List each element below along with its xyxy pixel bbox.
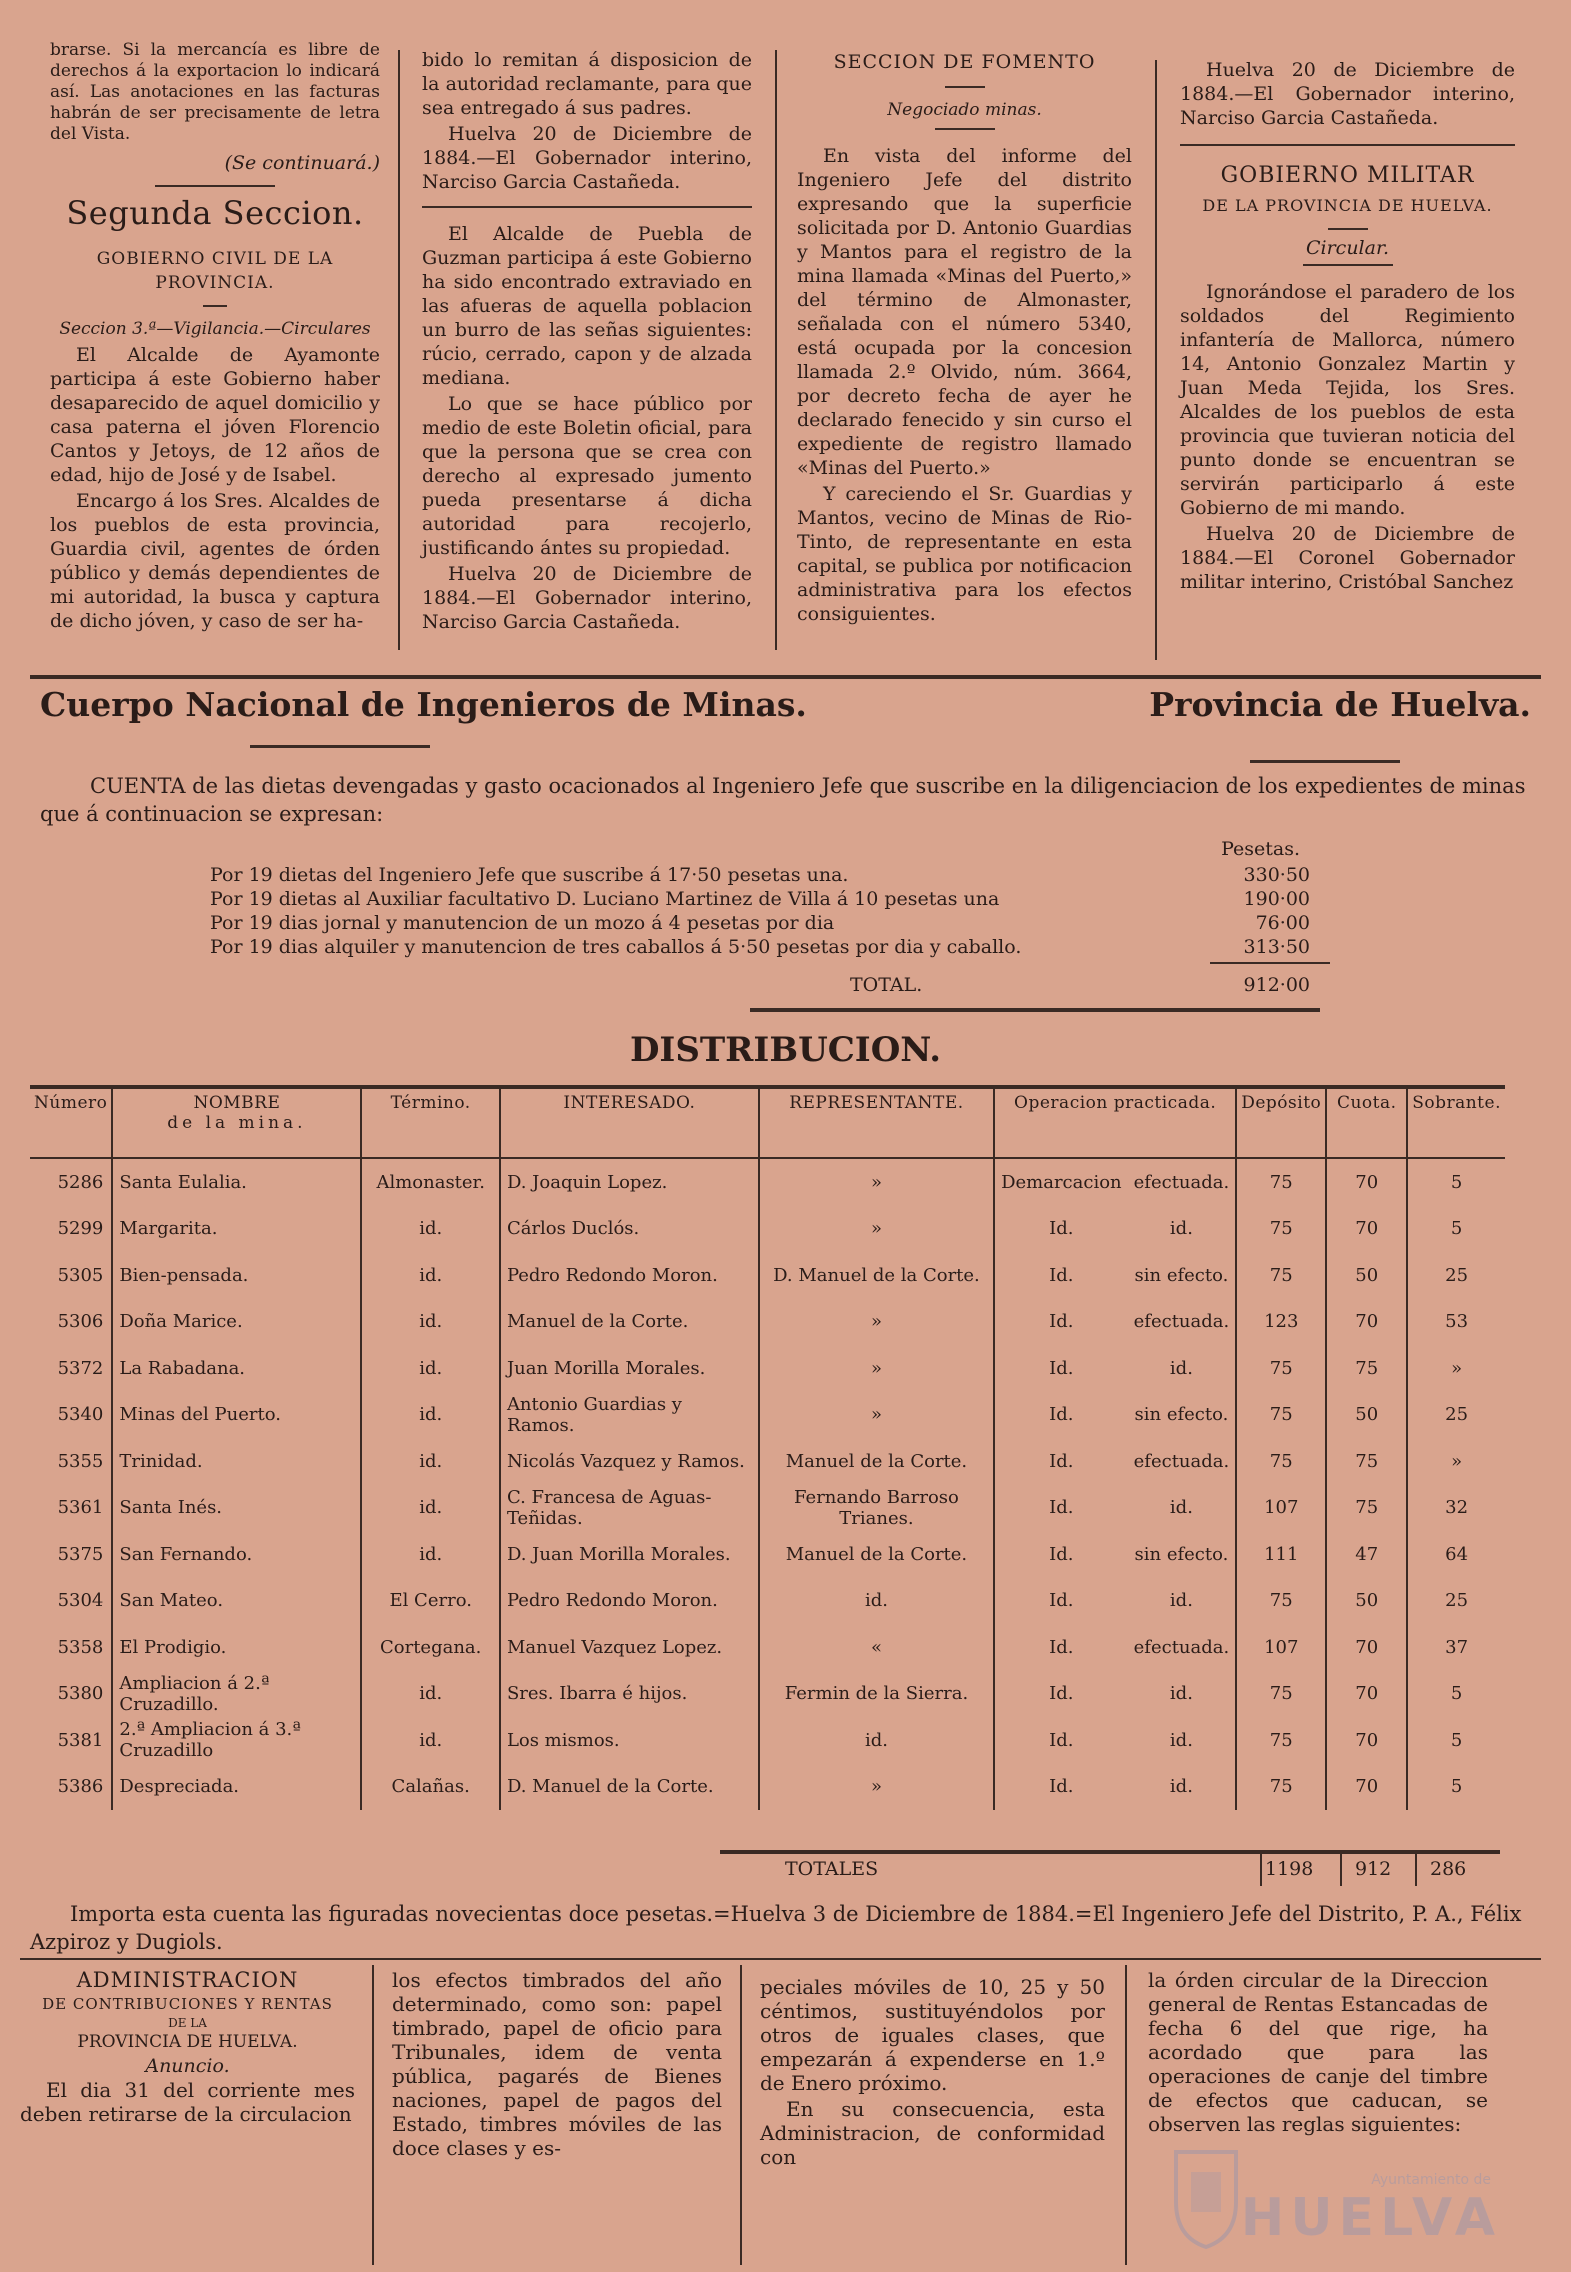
bottom-paragraph: peciales móviles de 10, 25 y 50 céntimos, sustituyéndolos por otros de iguales clases, que empezarán á expenderse en 1.º de Enero próximo. (760, 1975, 1105, 2095)
cell-representante: id. (759, 1717, 994, 1764)
column-3 (797, 50, 1132, 628)
table-row (30, 1299, 1505, 1346)
col2-signature: Huelva 20 de Diciembre de 1884.—El Gobernador interino, Narciso Garcia Castañeda. (422, 123, 752, 193)
cuenta-item-desc: Por 19 dietas del Ingeniero Jefe que suscribe á 17·50 pesetas una. (210, 864, 849, 886)
circular-subhead: Circular. (1305, 237, 1389, 259)
rule (422, 206, 752, 208)
cell-nombre: 2.ª Ampliacion á 3.ª Cruzadillo (112, 1717, 361, 1764)
cuenta-item-value: 330·50 (1243, 864, 1310, 886)
bottom-column-1 (20, 1968, 355, 2128)
cuerpo-nacional-title: Cuerpo Nacional de Ingenieros de Minas. (40, 685, 807, 724)
cell-deposito: 75 (1236, 1158, 1326, 1206)
column-divider (398, 50, 400, 650)
cell-sobrante: 5 (1407, 1671, 1505, 1718)
column-1 (50, 40, 380, 635)
cell-numero: 5299 (57, 1218, 104, 1240)
cell-representante: » (759, 1764, 994, 1811)
cuenta-item-row (210, 912, 1310, 936)
cell-operacion-estado: sin efecto. (1134, 1264, 1229, 1286)
cell-operacion-estado: id. (1169, 1357, 1193, 1379)
cell-operacion-estado: efectuada. (1133, 1171, 1230, 1193)
column-divider (740, 1965, 742, 2265)
table-row (30, 1392, 1505, 1439)
importa-paragraph: Importa esta cuenta las figuradas novecientas doce pesetas.=Huelva 3 de Diciembre de 1884.=El Ingeniero Jefe del Distrito, P. A., Félix Azpiroz y Dugiols. (30, 1902, 1522, 1954)
cell-representante: » (759, 1392, 994, 1439)
cell-numero: 5380 (57, 1683, 104, 1705)
col1-paragraph: brarse. Si la mercancía es libre de derechos á la exportacion lo indicará así. Las anotaciones en las facturas habrán de ser precisamente de letra del Vista. (50, 40, 380, 144)
header-nombre (112, 1087, 361, 1158)
cuenta-total-value: 912·00 (1243, 974, 1310, 996)
gobierno-civil-heading: GOBIERNO CIVIL DE LA PROVINCIA. (96, 249, 334, 293)
cuenta-intro (40, 772, 1531, 828)
cell-operacion-estado: efectuada. (1133, 1450, 1230, 1472)
cuenta-item-desc: Por 19 dietas al Auxiliar facultativo D. Luciano Martinez de Villa á 10 pesetas una (210, 888, 1000, 910)
column-2 (422, 48, 752, 636)
cell-cuota: 50 (1326, 1578, 1407, 1625)
shield-icon (1171, 2142, 1241, 2252)
table-row (30, 1345, 1505, 1392)
cell-nombre: Ampliacion á 2.ª Cruzadillo. (112, 1671, 361, 1718)
cell-nombre: Trinidad. (112, 1438, 361, 1485)
ornament-rule (1250, 760, 1400, 763)
header-sobrante: Sobrante. (1407, 1087, 1505, 1158)
cell-representante: id. (759, 1578, 994, 1625)
cell-nombre: Doña Marice. (112, 1299, 361, 1346)
totales-label: TOTALES (785, 1858, 879, 1880)
cell-interesado: Manuel de la Corte. (500, 1299, 759, 1346)
cell-operacion-estado: id. (1169, 1729, 1193, 1751)
cell-nombre: Santa Inés. (112, 1485, 361, 1532)
col1-paragraph: Encargo á los Sres. Alcaldes de los pueblos de esta provincia, Guardia civil, agentes de órden público y demás dependientes de mi autoridad, la busca y captura de dicho jóven, y caso de ser ha- (50, 490, 380, 632)
cell-termino: Cortegana. (361, 1624, 499, 1671)
col2-paragraph: El Alcalde de Puebla de Guzman participa á este Gobierno ha sido encontrado extraviado en las afueras de aquella poblacion un burro de las señas siguientes: rúcio, cerrado, capon y de alzada mediana. (422, 223, 752, 389)
rule (1180, 144, 1515, 146)
column-4 (1180, 58, 1515, 596)
cell-termino: Almonaster. (361, 1158, 499, 1206)
cell-sobrante: » (1407, 1345, 1505, 1392)
rule (1303, 264, 1393, 266)
cell-sobrante: 32 (1407, 1485, 1505, 1532)
table-row (30, 1531, 1505, 1578)
pesetas-header: Pesetas. (1221, 838, 1300, 860)
rule (155, 185, 275, 187)
continuara-note: (Se continuará.) (224, 152, 380, 174)
cuenta-item-value: 190·00 (1243, 888, 1310, 910)
col2-signature: Huelva 20 de Diciembre de 1884.—El Gobernador interino, Narciso Garcia Castañeda. (422, 563, 752, 633)
ornament-rule (250, 745, 430, 748)
column-divider (775, 50, 777, 650)
cell-termino: id. (361, 1717, 499, 1764)
cell-termino: id. (361, 1531, 499, 1578)
cell-nombre: Margarita. (112, 1206, 361, 1253)
cell-termino: id. (361, 1485, 499, 1532)
cell-sobrante: » (1407, 1438, 1505, 1485)
cell-termino: id. (361, 1345, 499, 1392)
cell-representante: D. Manuel de la Corte. (759, 1252, 994, 1299)
cell-representante: Manuel de la Corte. (759, 1438, 994, 1485)
anuncio-subhead: Anuncio. (145, 2055, 230, 2077)
cell-representante: Manuel de la Corte. (759, 1531, 994, 1578)
cell-nombre: Santa Eulalia. (112, 1158, 361, 1206)
totales-deposito: 1198 (1265, 1858, 1314, 1880)
cuenta-item-desc: Por 19 dias jornal y manutencion de un mozo á 4 pesetas por dia (210, 912, 835, 934)
section-divider (20, 1958, 1541, 1960)
cell-deposito: 123 (1236, 1299, 1326, 1346)
cell-operacion-estado: id. (1169, 1497, 1193, 1519)
watermark-big-text: HUELVA (1240, 2188, 1501, 2248)
col1-paragraph: El Alcalde de Ayamonte participa á este Gobierno haber desaparecido de aquel domicilio y casa paterna el jóven Florencio Cantos y Jetoys, de 12 años de edad, hijo de José y de Isabel. (50, 344, 380, 486)
cell-deposito: 75 (1236, 1392, 1326, 1439)
cell-deposito: 75 (1236, 1717, 1326, 1764)
column-divider (372, 1965, 374, 2265)
cell-representante: » (759, 1206, 994, 1253)
cell-representante: Fermin de la Sierra. (759, 1671, 994, 1718)
cell-interesado: Nicolás Vazquez y Ramos. (500, 1438, 759, 1485)
cuenta-paragraph: CUENTA de las dietas devengadas y gasto ocacionados al Ingeniero Jefe que suscribe en la diligenciacion de los expedientes de minas que á continuacion se expresan: (40, 774, 1526, 826)
rule (203, 305, 227, 307)
cell-nombre: Bien-pensada. (112, 1252, 361, 1299)
cell-numero: 5306 (57, 1311, 104, 1333)
cell-operacion-tipo: Id. (994, 1671, 1128, 1718)
cell-deposito: 75 (1236, 1206, 1326, 1253)
cell-interesado: Pedro Redondo Moron. (500, 1252, 759, 1299)
cuenta-item-row (210, 864, 1310, 888)
col3-paragraph: En vista del informe del Ingeniero Jefe del distrito expresando que la superficie solicitada por D. Antonio Guardias y Mantos para el registro de la mina llamada «Minas del Puerto,» del término de Almonaster, señalada con el número 5340, está ocupada por la concesion llamada 2.º Olvido, núm. 3664, por decreto fecha de ayer he declarado fenecido y sin curso el expediente de registro llamado «Minas del Puerto.» (797, 145, 1132, 479)
cell-termino: id. (361, 1299, 499, 1346)
administracion-provincia: PROVINCIA DE HUELVA. (77, 2032, 298, 2052)
cell-numero: 5372 (57, 1357, 104, 1379)
cell-numero: 5358 (57, 1636, 104, 1658)
cell-deposito: 75 (1236, 1252, 1326, 1299)
cell-operacion-tipo: Id. (994, 1624, 1128, 1671)
table-row (30, 1158, 1505, 1206)
table-row (30, 1252, 1505, 1299)
cell-nombre: La Rabadana. (112, 1345, 361, 1392)
segunda-seccion-title: Segunda Seccion. (66, 194, 364, 232)
cell-operacion-tipo: Id. (994, 1531, 1128, 1578)
rule (720, 1850, 1500, 1854)
header-interesado: INTERESADO. (500, 1087, 759, 1158)
administracion-heading: ADMINISTRACION (76, 1968, 299, 1992)
cuenta-item-row (210, 936, 1310, 960)
cell-numero: 5381 (57, 1729, 104, 1751)
cell-operacion-tipo: Id. (994, 1392, 1128, 1439)
cell-deposito: 75 (1236, 1764, 1326, 1811)
section-divider (30, 675, 1541, 679)
cell-interesado: Juan Morilla Morales. (500, 1345, 759, 1392)
cell-cuota: 70 (1326, 1299, 1407, 1346)
table-row (30, 1438, 1505, 1485)
cell-representante: » (759, 1299, 994, 1346)
administracion-de-la: DE LA (168, 2016, 207, 2030)
header-numero: Número (34, 1093, 108, 1113)
cell-deposito: 107 (1236, 1624, 1326, 1671)
cell-nombre: Despreciada. (112, 1764, 361, 1811)
cell-operacion-estado: id. (1169, 1590, 1193, 1612)
cell-interesado: D. Juan Morilla Morales. (500, 1531, 759, 1578)
distribucion-table (30, 1085, 1505, 1810)
bottom-paragraph: En su consecuencia, esta Administracion, de conformidad con (760, 2097, 1105, 2169)
cell-operacion-estado: id. (1169, 1776, 1193, 1798)
cell-interesado: C. Francesa de Aguas-Teñidas. (500, 1485, 759, 1532)
cell-representante: » (759, 1345, 994, 1392)
cuenta-total-label: TOTAL. (850, 974, 923, 996)
cell-termino: id. (361, 1206, 499, 1253)
cell-operacion-tipo: Id. (994, 1438, 1128, 1485)
cell-cuota: 70 (1326, 1671, 1407, 1718)
cell-deposito: 75 (1236, 1671, 1326, 1718)
cell-numero: 5355 (57, 1450, 104, 1472)
cell-cuota: 50 (1326, 1252, 1407, 1299)
cell-sobrante: 25 (1407, 1392, 1505, 1439)
col4-paragraph: Ignorándose el paradero de los soldados del Regimiento infantería de Mallorca, número 14, Antonio Gonzalez Martin y Juan Meda Tejida, los Sres. Alcaldes de los pueblos de esta provincia que tuvieran noticia del punto donde se encuentran se servirán participarlo á este Gobierno de mi mando. (1180, 281, 1515, 519)
cell-deposito: 111 (1236, 1531, 1326, 1578)
column-divider (1415, 1850, 1417, 1886)
cell-operacion-estado: efectuada. (1133, 1636, 1230, 1658)
col2-paragraph: bido lo remitan á disposicion de la autoridad reclamante, para que sea entregado á sus padres. (422, 49, 752, 119)
rule (935, 128, 995, 130)
cell-interesado: Antonio Guardias y Ramos. (500, 1392, 759, 1439)
cell-nombre: Minas del Puerto. (112, 1392, 361, 1439)
cell-cuota: 70 (1326, 1158, 1407, 1206)
cuenta-item-value: 76·00 (1255, 912, 1310, 934)
rule (945, 86, 985, 88)
cell-numero: 5361 (57, 1497, 104, 1519)
cell-termino: Calañas. (361, 1764, 499, 1811)
cell-operacion-tipo: Id. (994, 1299, 1128, 1346)
column-divider (1125, 1965, 1127, 2265)
table-row (30, 1578, 1505, 1625)
column-divider (1340, 1850, 1342, 1886)
cell-cuota: 70 (1326, 1206, 1407, 1253)
header-deposito: Depósito (1236, 1087, 1326, 1158)
cell-operacion-tipo: Id. (994, 1252, 1128, 1299)
cell-termino: id. (361, 1252, 499, 1299)
col3-paragraph: Y careciendo el Sr. Guardias y Mantos, vecino de Minas de Rio-Tinto, de representante en esta capital, se publica por notificacion administrativa para los efectos consiguientes. (797, 483, 1132, 625)
gobierno-militar-heading: GOBIERNO MILITAR (1220, 163, 1475, 188)
administracion-subheading: DE CONTRIBUCIONES Y RENTAS (42, 1995, 333, 2013)
distribucion-body (30, 1158, 1505, 1810)
cell-cuota: 75 (1326, 1438, 1407, 1485)
table-header-row (30, 1087, 1505, 1158)
cell-cuota: 70 (1326, 1624, 1407, 1671)
cell-operacion-tipo: Id. (994, 1764, 1128, 1811)
table-row (30, 1764, 1505, 1811)
cell-operacion-tipo: Id. (994, 1717, 1128, 1764)
cell-termino: id. (361, 1671, 499, 1718)
cell-interesado: Los mismos. (500, 1717, 759, 1764)
table-row (30, 1717, 1505, 1764)
cell-numero: 5286 (57, 1171, 104, 1193)
bottom-paragraph: los efectos timbrados del año determinado, como son: papel timbrado, papel de oficio para Tribunales, idem de venta pública, pagarés de Bienes naciones, papel de pagos del Estado, timbres móviles de las doce clases y es- (392, 1968, 722, 2160)
cell-sobrante: 25 (1407, 1252, 1505, 1299)
watermark-small-text: Ayuntamiento de (1371, 2172, 1491, 2188)
seccion-subhead: Seccion 3.ª—Vigilancia.—Circulares (59, 319, 371, 339)
cell-numero: 5340 (57, 1404, 104, 1426)
cuenta-items (210, 840, 1310, 998)
cell-operacion-estado: efectuada. (1133, 1311, 1230, 1333)
cell-interesado: Pedro Redondo Moron. (500, 1578, 759, 1625)
cell-deposito: 107 (1236, 1485, 1326, 1532)
cell-cuota: 75 (1326, 1485, 1407, 1532)
cell-termino: id. (361, 1392, 499, 1439)
negociado-subhead: Negociado minas. (887, 100, 1042, 120)
cell-numero: 5305 (57, 1264, 104, 1286)
cell-operacion-tipo: Id. (994, 1345, 1128, 1392)
column-divider (1155, 60, 1157, 660)
provincia-title: Provincia de Huelva. (1149, 685, 1531, 724)
header-termino: Término. (361, 1087, 499, 1158)
table-row (30, 1671, 1505, 1718)
cell-deposito: 75 (1236, 1438, 1326, 1485)
fomento-heading: SECCION DE FOMENTO (833, 51, 1096, 73)
cell-nombre: San Fernando. (112, 1531, 361, 1578)
cell-representante: Fernando Barroso Trianes. (759, 1485, 994, 1532)
cell-cuota: 47 (1326, 1531, 1407, 1578)
table-row (30, 1485, 1505, 1532)
cell-nombre: El Prodigio. (112, 1624, 361, 1671)
cell-termino: El Cerro. (361, 1578, 499, 1625)
header-representante: REPRESENTANTE. (759, 1087, 994, 1158)
cell-cuota: 70 (1326, 1764, 1407, 1811)
table-row (30, 1206, 1505, 1253)
cell-numero: 5375 (57, 1543, 104, 1565)
cuenta-item-desc: Por 19 dias alquiler y manutencion de tres caballos á 5·50 pesetas por dia y caballo. (210, 936, 1022, 958)
cell-cuota: 70 (1326, 1717, 1407, 1764)
cell-cuota: 75 (1326, 1345, 1407, 1392)
cell-operacion-estado: id. (1169, 1218, 1193, 1240)
cell-sobrante: 5 (1407, 1717, 1505, 1764)
cell-operacion-tipo: Demarcacion (994, 1158, 1128, 1206)
cell-nombre: San Mateo. (112, 1578, 361, 1625)
cell-sobrante: 64 (1407, 1531, 1505, 1578)
bottom-paragraph: la órden circular de la Direccion general de Rentas Estancadas de fecha 6 del que rige, ha acordado que para las operaciones de canje del timbre de efectos que caducan, se observen las reglas siguientes: (1148, 1968, 1488, 2136)
totales-cuota: 912 (1355, 1858, 1392, 1880)
cell-sobrante: 5 (1407, 1764, 1505, 1811)
cell-sobrante: 5 (1407, 1206, 1505, 1253)
column-divider (1260, 1850, 1262, 1886)
ayuntamiento-huelva-watermark (1171, 2132, 1501, 2252)
cell-cuota: 50 (1326, 1392, 1407, 1439)
cuenta-item-value: 313·50 (1243, 936, 1310, 958)
cell-operacion-tipo: Id. (994, 1578, 1128, 1625)
gobierno-militar-subheading: DE LA PROVINCIA DE HUELVA. (1202, 196, 1493, 215)
bottom-column-3 (760, 1975, 1105, 2171)
cell-operacion-estado: sin efecto. (1134, 1543, 1229, 1565)
cuenta-total-row (210, 974, 1310, 998)
col4-signature: Huelva 20 de Diciembre de 1884.—El Gobernador interino, Narciso Garcia Castañeda. (1180, 59, 1515, 129)
cell-sobrante: 5 (1407, 1158, 1505, 1206)
bottom-column-4 (1148, 1968, 1488, 2138)
header-cuota: Cuota. (1326, 1087, 1407, 1158)
cell-operacion-tipo: Id. (994, 1485, 1128, 1532)
bottom-paragraph: El dia 31 del corriente mes deben retirarse de la circulacion (20, 2078, 355, 2126)
cell-representante: » (759, 1158, 994, 1206)
header-operacion: Operacion practicada. (994, 1087, 1236, 1158)
pesetas-header-row (210, 840, 1310, 864)
col2-paragraph: Lo que se hace público por medio de este Boletin oficial, para que la persona que se crea con derecho al expresado jumento pueda presentarse á dicha autoridad para recojerlo, justificando ántes su propiedad. (422, 393, 752, 559)
cell-sobrante: 37 (1407, 1624, 1505, 1671)
cell-representante: « (759, 1624, 994, 1671)
cuenta-header (40, 685, 1531, 735)
distribucion-title: DISTRIBUCION. (629, 1030, 942, 1070)
bottom-column-2 (392, 1968, 722, 2162)
cuenta-item-row (210, 888, 1310, 912)
header-nombre-line2: de la mina. (167, 1113, 307, 1133)
cell-numero: 5304 (57, 1590, 104, 1612)
rule (750, 1008, 1320, 1012)
rule (1210, 962, 1330, 964)
col4-signature: Huelva 20 de Diciembre de 1884.—El Coronel Gobernador militar interino, Cristóbal Sanchez (1180, 523, 1515, 593)
cell-interesado: Manuel Vazquez Lopez. (500, 1624, 759, 1671)
cell-operacion-estado: sin efecto. (1134, 1404, 1229, 1426)
cell-interesado: D. Joaquin Lopez. (500, 1158, 759, 1206)
header-nombre-line1: NOMBRE (193, 1093, 281, 1113)
totales-row (30, 1852, 1505, 1888)
cell-interesado: D. Manuel de la Corte. (500, 1764, 759, 1811)
totales-sobrante: 286 (1430, 1858, 1467, 1880)
cell-deposito: 75 (1236, 1578, 1326, 1625)
cell-sobrante: 53 (1407, 1299, 1505, 1346)
cell-sobrante: 25 (1407, 1578, 1505, 1625)
cell-termino: id. (361, 1438, 499, 1485)
cell-operacion-estado: id. (1169, 1683, 1193, 1705)
cell-interesado: Cárlos Duclós. (500, 1206, 759, 1253)
rule (1328, 228, 1368, 230)
cell-deposito: 75 (1236, 1345, 1326, 1392)
cell-operacion-tipo: Id. (994, 1206, 1128, 1253)
cell-interesado: Sres. Ibarra é hijos. (500, 1671, 759, 1718)
cell-numero: 5386 (57, 1776, 104, 1798)
table-row (30, 1624, 1505, 1671)
